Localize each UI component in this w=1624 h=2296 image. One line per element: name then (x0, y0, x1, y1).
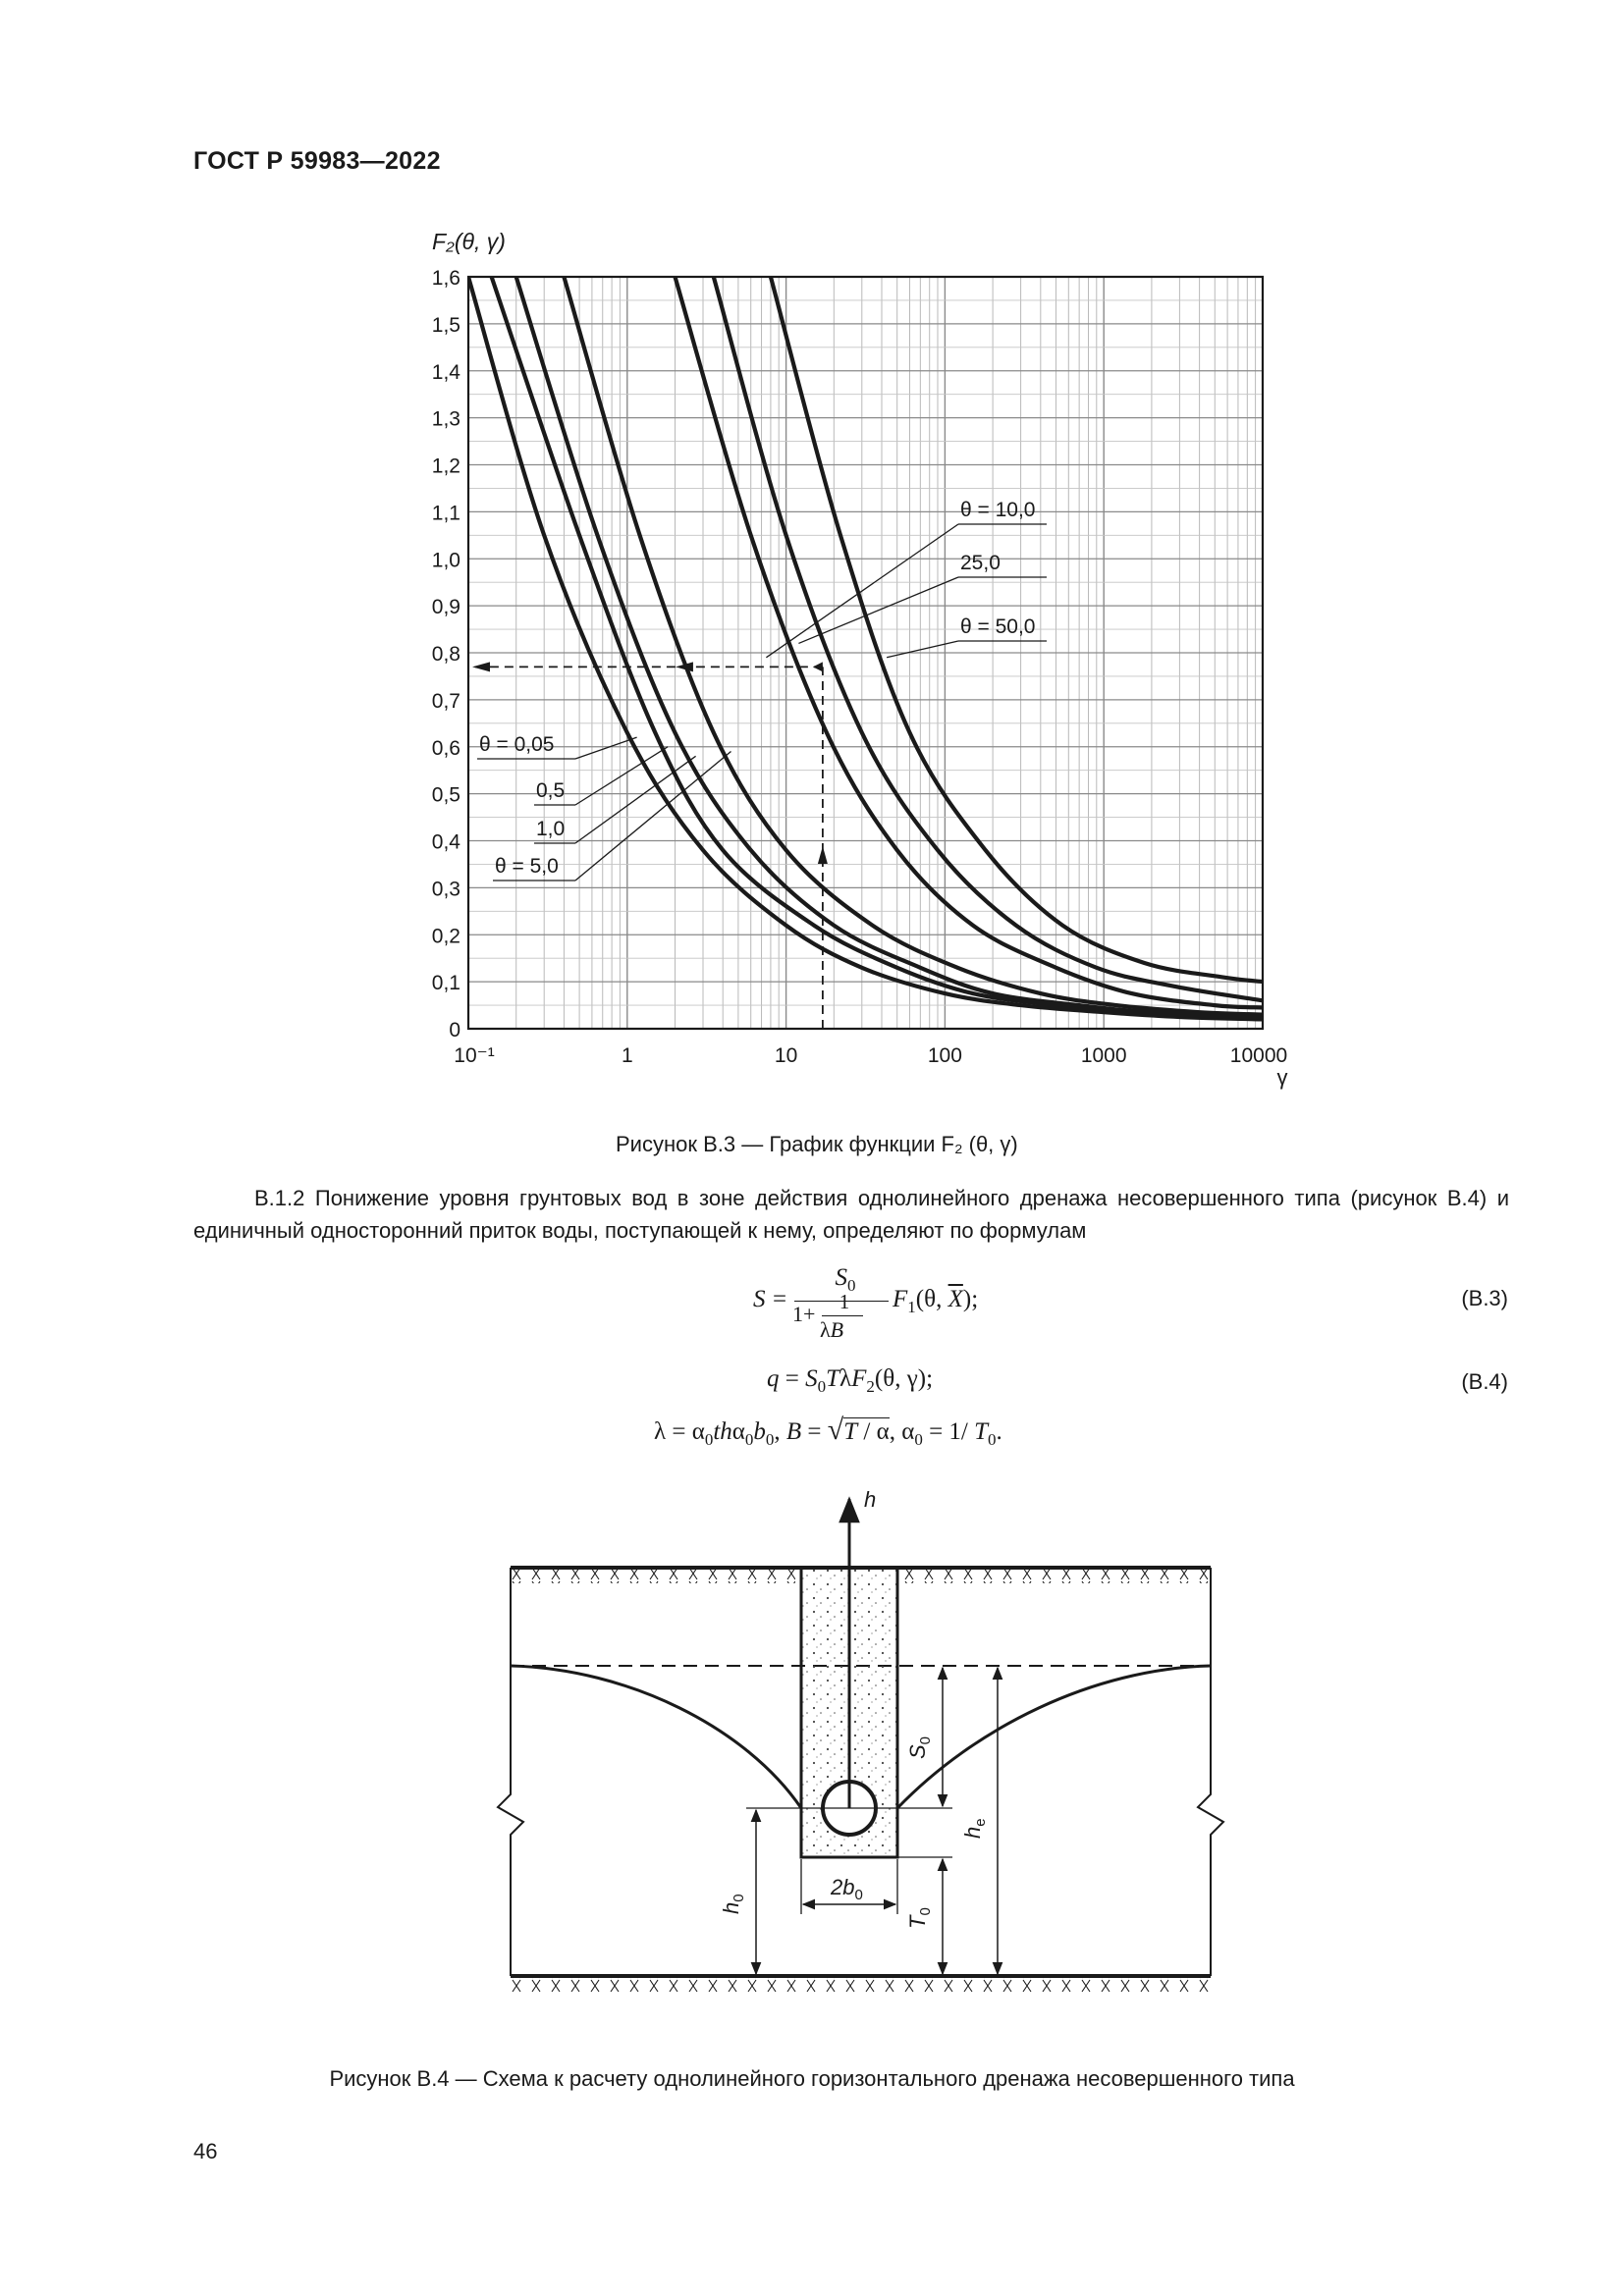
curve-series-3 (564, 277, 1263, 1015)
y-tick-label: 1,4 (431, 360, 460, 384)
y-tick-label: 1,5 (431, 313, 460, 337)
y-tick-label: 0,5 (431, 783, 460, 807)
x-tick-label: 10⁻¹ (454, 1044, 495, 1067)
readout-arrow-corner (813, 662, 823, 671)
curve-series-5 (714, 277, 1263, 1000)
drainage-diagram (0, 1472, 1624, 2022)
formula-definitions: $\lambda = \alpha_0th\alpha_0b_0$, B = √T / α, $\alpha_0 = 1/$ $T_0$. (654, 1414, 1002, 1449)
curve-series-0 (468, 277, 1263, 1019)
formula-b3-number: (В.3) (1461, 1286, 1508, 1310)
depression-curve-left (511, 1666, 801, 1808)
formula-b4-number: (В.4) (1461, 1369, 1508, 1394)
figure-b4-caption: Рисунок В.4 — Схема к расчету однолинейного горизонтального дренажа несовершенного типа (329, 2066, 1295, 2091)
x-tick-label: 1000 (1080, 1044, 1127, 1067)
s0-label: $S_0$ (905, 1735, 934, 1759)
paragraph-b-1-2: В.1.2 Понижение уровня грунтовых вод в зоне действия однолинейного дренажа несовершенного типа (рисунок В.4) и единичный односторонний приток воды, поступающей к нему, определяют по формулам (193, 1186, 1509, 1243)
y-tick-label: 1,3 (431, 407, 460, 431)
y-tick-label: 0,1 (431, 972, 460, 995)
he-label: $h_e$ (960, 1818, 989, 1839)
y-tick-label: 0 (449, 1019, 460, 1041)
b0-label: $2b_0$ (831, 1875, 863, 1903)
x-tick-label: 10000 (1229, 1044, 1288, 1067)
curve-label-1: 0,5 (536, 779, 566, 802)
y-tick-label: 1,6 (431, 267, 460, 290)
curve-label-leader (575, 747, 668, 805)
y-tick-label: 1,0 (431, 549, 460, 572)
h0-label: $h_0$ (719, 1894, 747, 1914)
ground-hatching-top (511, 1570, 795, 1583)
y-tick-label: 1,1 (431, 502, 460, 525)
x-axis-title: γ (1276, 1065, 1288, 1090)
curve-label-3: θ = 5,0 (495, 855, 559, 878)
y-tick-label: 0,9 (431, 596, 460, 619)
aquitard-hatching (511, 1978, 1211, 1992)
curve-label-leader (798, 577, 958, 643)
curve-label-6: θ = 50,0 (960, 615, 1036, 638)
break-line-right (1198, 1568, 1223, 1976)
formula-b3: S = $S_0$ 1+ 1 λB $F_1(\theta$, $\overline{X}$); (753, 1264, 979, 1342)
curve-series-4 (676, 277, 1264, 1008)
x-tick-label: 1 (621, 1044, 633, 1067)
x-tick-label: 10 (774, 1044, 798, 1067)
y-tick-label: 0,4 (431, 830, 460, 854)
page-number: 46 (193, 2139, 218, 2163)
y-tick-label: 0,8 (431, 643, 460, 666)
curve-series-2 (516, 277, 1263, 1017)
readout-arrow-axis (472, 662, 490, 671)
break-line-left (498, 1568, 523, 1976)
t0-label: $T_0$ (905, 1907, 934, 1929)
y-tick-label: 1,2 (431, 454, 460, 478)
h-axis-label: h (864, 1487, 877, 1512)
curve-label-2: 1,0 (536, 818, 566, 840)
figure-b3-caption: Рисунок В.3 — График функции F₂ (θ, γ) (616, 1132, 1018, 1156)
depression-curve-right (897, 1666, 1211, 1808)
y-tick-label: 0,7 (431, 689, 460, 713)
f2-function-chart (0, 0, 1624, 1119)
y-axis-title: F₂(θ, γ) (432, 229, 506, 254)
formula-b4: $q = S_0T\lambda F_2(\theta$, γ); (767, 1365, 934, 1396)
y-tick-label: 0,6 (431, 736, 460, 760)
curve-label-4: θ = 10,0 (960, 499, 1036, 521)
y-tick-label: 0,3 (431, 878, 460, 901)
curve-label-5: 25,0 (960, 552, 1001, 574)
curve-label-0: θ = 0,05 (479, 733, 555, 756)
readout-arrow-up (818, 846, 828, 864)
x-tick-label: 100 (927, 1044, 962, 1067)
curve-label-leader (575, 752, 731, 881)
y-tick-label: 0,2 (431, 925, 460, 948)
document-header: ГОСТ Р 59983—2022 (193, 147, 441, 175)
